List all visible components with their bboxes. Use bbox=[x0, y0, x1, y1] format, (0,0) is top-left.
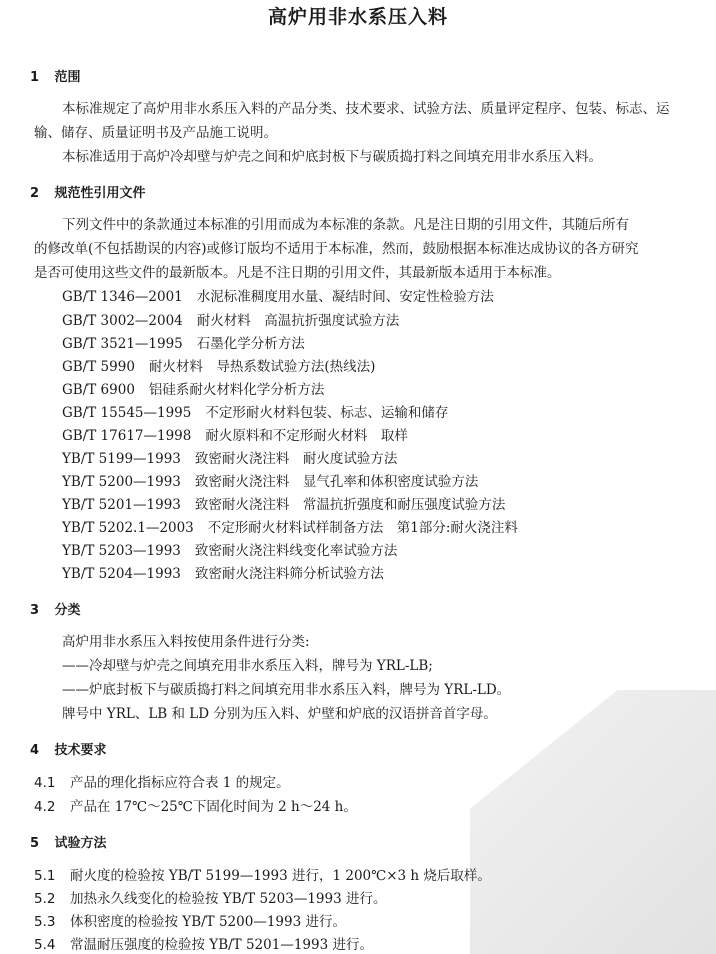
reference-item bbox=[62, 470, 478, 490]
reference-code: GB/T 3002—2004 bbox=[62, 313, 183, 329]
clause-number: 5.1 bbox=[34, 868, 56, 884]
reference-title: 水泥标准稠度用水量、凝结时间、安定性检验方法 bbox=[196, 289, 494, 305]
reference-title: 致密耐火浇注料 显气孔率和体积密度试验方法 bbox=[194, 474, 479, 490]
paragraph-line: 的修改单(不包括勘误的内容)或修订版均不适用于本标准，然而，鼓励根据本标准达成协议的各方研究 bbox=[34, 241, 639, 257]
clause-item bbox=[34, 864, 491, 884]
reference-item bbox=[62, 562, 384, 582]
clause-number: 5.2 bbox=[34, 891, 56, 907]
clause-item bbox=[34, 887, 386, 907]
reference-code: GB/T 5990 bbox=[62, 359, 135, 375]
reference-item bbox=[62, 332, 305, 352]
clause-text: 加热永久线变化的检验按 YB/T 5203—1993 进行。 bbox=[70, 891, 387, 907]
reference-code: GB/T 15545—1995 bbox=[62, 405, 192, 421]
clause-text: 耐火度的检验按 YB/T 5199—1993 进行，1 200℃×3 h 烧后取样。 bbox=[70, 868, 491, 884]
reference-title: 石墨化学分析方法 bbox=[196, 336, 305, 352]
reference-title: 致密耐火浇注料 常温抗折强度和耐压强度试验方法 bbox=[194, 497, 506, 513]
reference-code: GB/T 17617—1998 bbox=[62, 428, 192, 444]
reference-code: YB/T 5204—1993 bbox=[62, 566, 181, 582]
paragraph-line: 下列文件中的条款通过本标准的引用而成为本标准的条款。凡是注日期的引用文件，其随后所有 bbox=[62, 217, 629, 233]
section-number: 4 bbox=[30, 743, 40, 758]
clause-item bbox=[34, 771, 290, 791]
section-number: 1 bbox=[30, 70, 40, 85]
clause-number: 5.3 bbox=[34, 914, 56, 930]
section-1-heading bbox=[30, 66, 81, 85]
section-number: 2 bbox=[30, 186, 40, 201]
list-item: ——炉底封板下与碳质捣打料之间填充用非水系压入料，牌号为 YRL-LD。 bbox=[62, 682, 511, 698]
section-title: 技术要求 bbox=[54, 743, 107, 758]
reference-code: GB/T 6900 bbox=[62, 382, 135, 398]
section-title: 试验方法 bbox=[54, 836, 107, 851]
reference-title: 铝硅系耐火材料化学分析方法 bbox=[148, 382, 325, 398]
clause-number: 4.2 bbox=[34, 799, 56, 815]
section-5-heading bbox=[30, 832, 107, 851]
clause-item bbox=[34, 933, 373, 953]
section-2-heading bbox=[30, 182, 146, 201]
reference-item bbox=[62, 424, 408, 444]
list-item: ——冷却壁与炉壳之间填充用非水系压入料，牌号为 YRL-LB; bbox=[62, 658, 433, 674]
reference-item bbox=[62, 285, 494, 305]
reference-title: 耐火材料 导热系数试验方法(热线法) bbox=[148, 359, 376, 375]
reference-title: 致密耐火浇注料线变化率试验方法 bbox=[194, 543, 398, 559]
paragraph-line: 是否可使用这些文件的最新版本。凡是不注日期的引用文件，其最新版本适用于本标准。 bbox=[34, 265, 561, 281]
paragraph-line: 高炉用非水系压入料按使用条件进行分类: bbox=[62, 634, 310, 650]
reference-title: 不定形耐火材料试样制备方法 第1部分:耐火浇注料 bbox=[207, 520, 518, 536]
section-title: 分类 bbox=[54, 603, 81, 618]
reference-item bbox=[62, 493, 505, 513]
reference-item bbox=[62, 539, 397, 559]
section-3-heading bbox=[30, 599, 81, 618]
clause-item bbox=[34, 795, 357, 815]
section-title: 范围 bbox=[54, 70, 81, 85]
clause-item bbox=[34, 910, 346, 930]
paragraph-line: 本标准适用于高炉冷却壁与炉壳之间和炉底封板下与碳质捣打料之间填充用非水系压入料。 bbox=[62, 149, 602, 165]
section-number: 3 bbox=[30, 603, 40, 618]
clause-text: 产品的理化指标应符合表 1 的规定。 bbox=[70, 775, 290, 791]
reference-item bbox=[62, 516, 518, 536]
reference-code: YB/T 5202.1—2003 bbox=[62, 520, 194, 536]
reference-item bbox=[62, 378, 324, 398]
reference-code: YB/T 5203—1993 bbox=[62, 543, 181, 559]
reference-code: YB/T 5201—1993 bbox=[62, 497, 181, 513]
reference-title: 耐火原料和不定形耐火材料 取样 bbox=[205, 428, 408, 444]
reference-item bbox=[62, 401, 448, 421]
section-4-heading bbox=[30, 739, 107, 758]
clause-text: 产品在 17℃～25℃下固化时间为 2 h～24 h。 bbox=[70, 799, 357, 815]
clause-text: 体积密度的检验按 YB/T 5200—1993 进行。 bbox=[70, 914, 346, 930]
reference-title: 致密耐火浇注料筛分析试验方法 bbox=[194, 566, 384, 582]
reference-item bbox=[62, 447, 397, 467]
paragraph-line: 本标准规定了高炉用非水系压入料的产品分类、技术要求、试验方法、质量评定程序、包装、标志、运 bbox=[62, 101, 670, 117]
reference-title: 耐火材料 高温抗折强度试验方法 bbox=[196, 313, 400, 329]
section-title: 规范性引用文件 bbox=[54, 186, 146, 201]
reference-code: YB/T 5200—1993 bbox=[62, 474, 181, 490]
reference-code: YB/T 5199—1993 bbox=[62, 451, 181, 467]
reference-code: GB/T 1346—2001 bbox=[62, 289, 183, 305]
page-title: 高炉用非水系压入料 bbox=[267, 6, 448, 28]
reference-item bbox=[62, 355, 375, 375]
watermark-stamp bbox=[470, 690, 716, 954]
clause-text: 常温耐压强度的检验按 YB/T 5201—1993 进行。 bbox=[70, 937, 373, 953]
reference-title: 致密耐火浇注料 耐火度试验方法 bbox=[194, 451, 398, 467]
section-number: 5 bbox=[30, 836, 40, 851]
reference-code: GB/T 3521—1995 bbox=[62, 336, 183, 352]
clause-number: 4.1 bbox=[34, 775, 56, 791]
reference-title: 不定形耐火材料包装、标志、运输和储存 bbox=[205, 405, 449, 421]
clause-number: 5.4 bbox=[34, 937, 56, 953]
reference-item bbox=[62, 309, 399, 329]
paragraph-line: 输、储存、质量证明书及产品施工说明。 bbox=[34, 125, 277, 141]
paragraph-line: 牌号中 YRL、LB 和 LD 分别为压入料、炉壁和炉底的汉语拼音首字母。 bbox=[62, 706, 497, 722]
